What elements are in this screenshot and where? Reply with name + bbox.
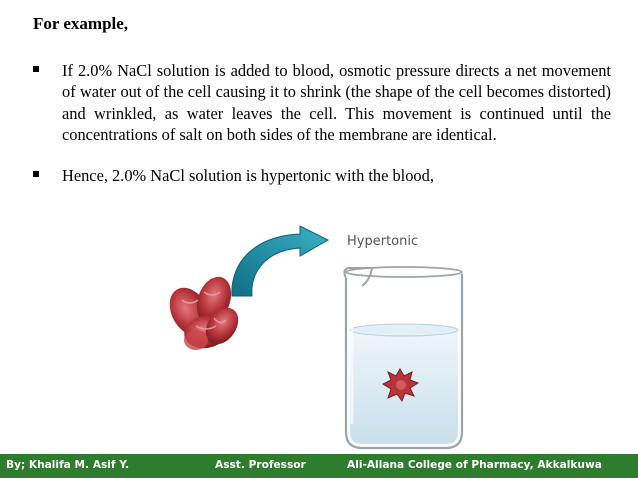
footer-author: By; Khalifa M. Asif Y. <box>6 459 130 471</box>
bullet-text: If 2.0% NaCl solution is added to blood, osmotic pressure directs a net movement of water out of the cell causing it to shrink (the shape of the cell becomes distorted) and wrinkled, as water leaves the cell. This movement is continued until the concentrations of salt on both sides of the membrane are identical. <box>62 61 611 144</box>
hypertonic-label: Hypertonic <box>347 234 419 249</box>
footer-title: Asst. Professor <box>215 459 306 471</box>
slide-heading: For example, <box>33 14 129 33</box>
bullet-text: Hence, 2.0% NaCl solution is hypertonic with the blood, <box>62 166 434 186</box>
footer-bar <box>0 454 638 478</box>
footer-college: Ali-Allana College of Pharmacy, Akkalkuwa <box>347 459 602 471</box>
curved-arrow-icon <box>232 226 328 296</box>
beaker-icon <box>344 267 462 448</box>
